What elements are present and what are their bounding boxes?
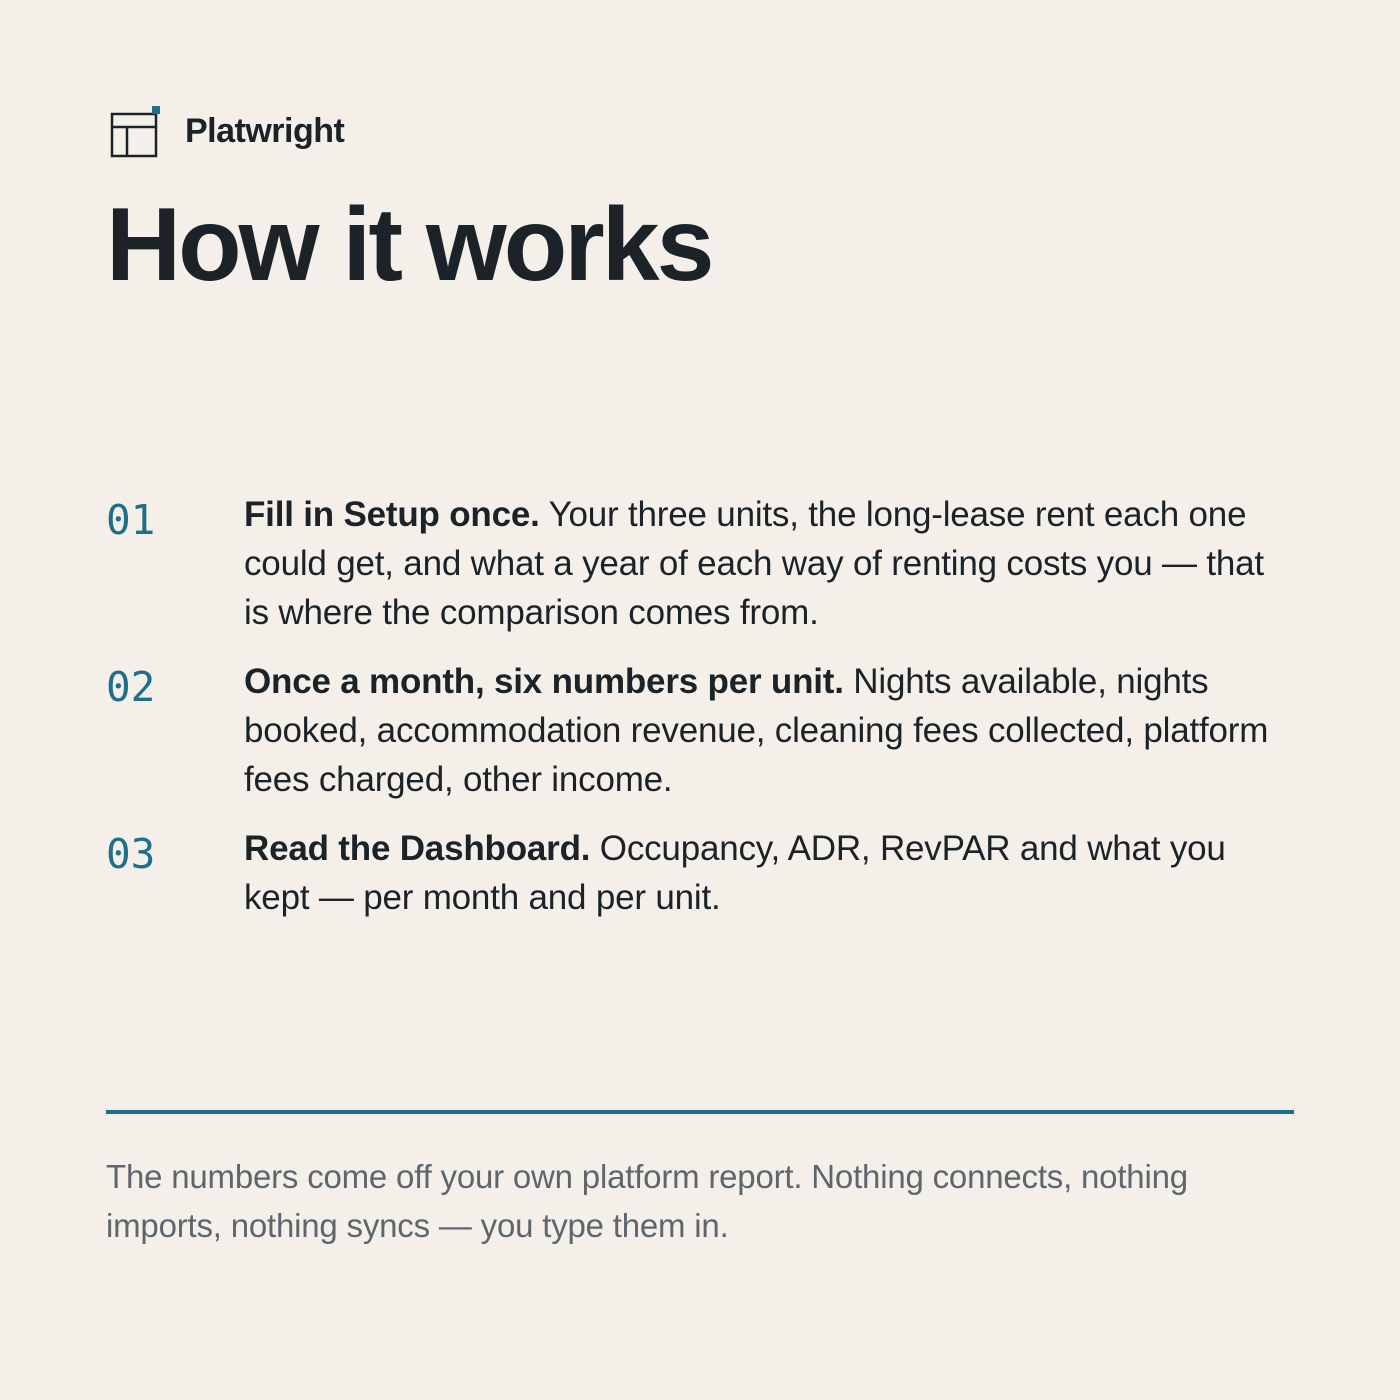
brand-name: Platwright [185,112,345,150]
step-lead: Read the Dashboard. [244,829,591,868]
page-title: How it works [106,187,712,303]
floor-plan-icon [110,106,160,158]
step-number: 02 [106,663,156,711]
brand [110,106,344,158]
step-text [244,657,1286,804]
step-body: Nights available, nights booked, accommodation revenue, cleaning fees collected, platform fees charged, other income. [244,662,1269,799]
step-item [106,824,1286,922]
step-body: Occupancy, ADR, RevPAR and what you kept — per month and per unit. [244,829,1226,917]
step-number: 01 [106,496,156,544]
step-text [244,490,1286,637]
step-item [106,657,1286,804]
step-item [106,490,1286,637]
steps-list [106,490,1286,922]
step-text [244,824,1286,922]
footnote: The numbers come off your own platform report. Nothing connects, nothing imports, nothing syncs — you type them in. [106,1158,1188,1244]
step-lead: Fill in Setup once. [244,495,540,534]
step-body: Your three units, the long-lease rent each one could get, and what a year of each way of renting costs you — that is where the comparison comes from. [244,495,1264,632]
step-lead: Once a month, six numbers per unit. [244,662,844,701]
divider [106,1110,1294,1114]
step-number: 03 [106,830,156,878]
